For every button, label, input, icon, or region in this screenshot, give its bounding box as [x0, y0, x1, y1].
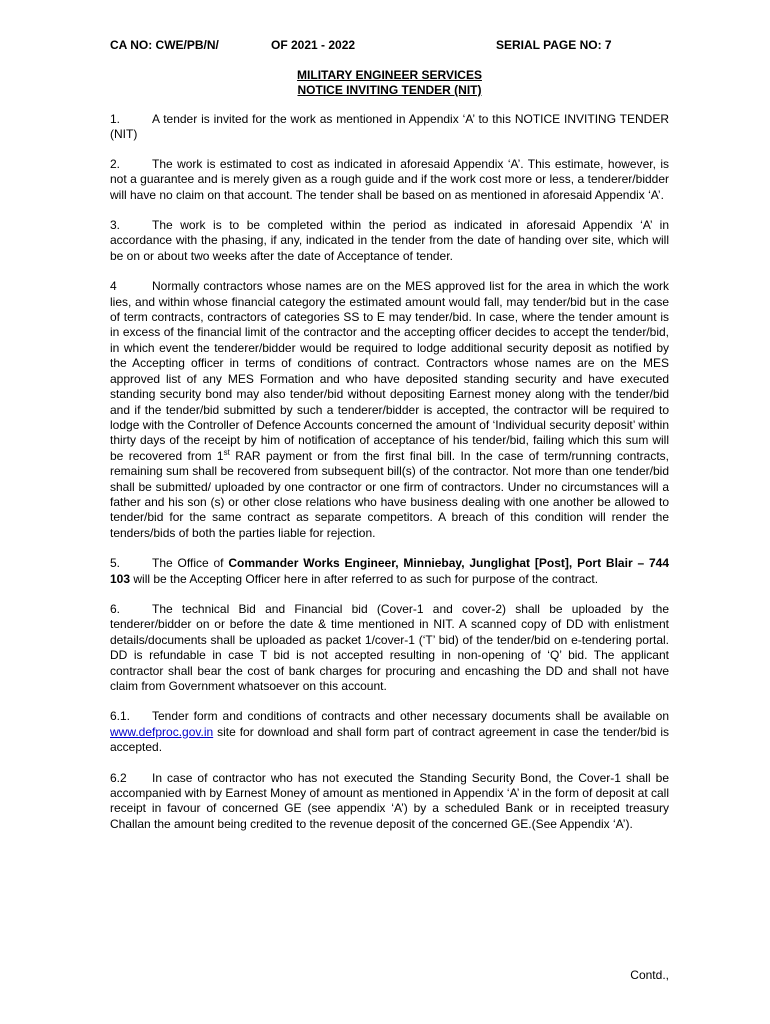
document-title [110, 68, 669, 98]
paragraph-text: The work is to be completed within the period as indicated in aforesaid Appendix ‘A’ in accordance with the phasing, if any, indicated in the tender from the date of handing over site, which will be on or about two weeks after the date of Acceptance of tender. [110, 218, 669, 263]
contract-year: OF 2021 - 2022 [271, 38, 356, 52]
paragraph-text: The technical Bid and Financial bid (Cover-1 and cover-2) shall be uploaded by the tenderer/bidder on or before the date & time mentioned in NIT. A scanned copy of DD with enlistment details/documents shall be uploaded as packet 1/cover-1 (‘T’ bid) of the tender/bid on e-tendering portal. DD is refundable in case T bid is not accepted resulting in non-opening of ‘Q’ bid. The applicant contractor shall bear the cost of bank charges for procuring and encashing the DD and shall not have claim from Government whatsoever on this account. [110, 601, 669, 693]
title-line-organisation: MILITARY ENGINEER SERVICES [297, 68, 482, 82]
paragraph-5 [110, 556, 669, 587]
paragraph-number: 6.2 [110, 770, 127, 785]
paragraph-text-continued: site for download and shall form part of contract agreement in case the tender/bid is accepted. [110, 724, 669, 755]
paragraph-number: 3. [110, 218, 121, 233]
page-header [110, 38, 669, 54]
accepting-officer-address: Commander Works Engineer, Minniebay, Junglighat [Post], Port Blair – 744 103 [110, 556, 670, 586]
paragraph-number: 5. [110, 556, 121, 571]
continued-marker: Contd., [630, 968, 669, 982]
paragraph-number: 2. [110, 156, 121, 171]
paragraph-text: The work is estimated to cost as indicated in aforesaid Appendix ‘A’. This estimate, however, is not a guarantee and is merely given as a rough guide and if the work cost more or less, a tenderer/bidder will have no claim on that account. The tender shall be based on as mentioned in aforesaid Appendix ‘A’. [110, 156, 669, 202]
paragraph-text: A tender is invited for the work as mentioned in Appendix ‘A’ to this NOTICE INVITING TENDER (NIT) [110, 112, 669, 142]
paragraph-6-2 [110, 771, 669, 833]
serial-page-number: SERIAL PAGE NO: 7 [496, 38, 612, 52]
paragraph-text-continued: RAR payment or from the first final bill. In the case of term/running contracts, remaining sum shall be recovered from subsequent bill(s) of the contractor. Not more than one tender/bid shall be submitted/ uploaded by one contractor or one firm of contractors. Under no circumstances will a father and his son (s) or other close relations who have business dealing with one another be allowed to tender/bid for the same contract as separate competitors. A breach of this condition will render the tenders/bids of both the parties liable for rejection. [110, 448, 670, 540]
paragraph-text-continued: will be the Accepting Officer here in after referred to as such for purpose of the contract. [130, 571, 599, 586]
paragraph-6 [110, 602, 669, 694]
paragraph-number: 1. [110, 112, 121, 126]
document-page [110, 38, 669, 832]
paragraph-number: 6. [110, 601, 121, 616]
ordinal-suffix: st [223, 447, 230, 457]
paragraph-6-1 [110, 709, 669, 755]
title-line-nit: NOTICE INVITING TENDER (NIT) [297, 83, 482, 97]
paragraph-2 [110, 157, 669, 203]
defproc-website-link[interactable]: www.defproc.gov.in [110, 724, 214, 739]
ca-number: CA NO: CWE/PB/N/ [110, 38, 219, 52]
paragraph-text: Tender form and conditions of contracts and other necessary documents shall be available on [152, 709, 669, 724]
paragraph-text: The Office of [152, 556, 229, 571]
paragraph-4 [110, 279, 669, 541]
paragraph-number: 6.1. [110, 709, 131, 724]
paragraph-3 [110, 218, 669, 264]
paragraph-1 [110, 112, 669, 143]
paragraph-text: Normally contractors whose names are on the MES approved list for the area in which the work lies, and within whose financial category the estimated amount would fall, may tender/bid but in the case of term contracts, contractors of categories SS to E may tender/bid. In case, where the tender amount is in excess of the financial limit of the contractor and the accepting officer decides to accept the tender/bid, in which event the tenderer/bidder would be required to lodge additional security deposit as notified by the Accepting officer in terms of conditions of contract. Contractors whose names are on the MES approved list of any MES Formation and who have deposited standing security and have executed standing security bond may also tender/bid without depositing Earnest money along with the tender/bid and if the tender/bid submitted by such a tenderer/bidder is accepted, the contractor will be required to lodge with the Controller of Defence Accounts concerned the amount of ‘Individual security deposit’ within thirty days of the receipt by him of notification of acceptance of his tender/bid, failing which this sum will be recovered from 1 [110, 279, 669, 463]
paragraph-number: 4 [110, 279, 117, 294]
paragraph-text: In case of contractor who has not executed the Standing Security Bond, the Cover-1 shall be accompanied with by Earnest Money of amount as mentioned in Appendix ‘A’ in the form of deposit at call receipt in favour of concerned GE (see appendix ‘A’) by a scheduled Bank or in receipted treasury Challan the amount being credited to the revenue deposit of the concerned GE.(See Appendix ‘A’). [110, 770, 669, 831]
